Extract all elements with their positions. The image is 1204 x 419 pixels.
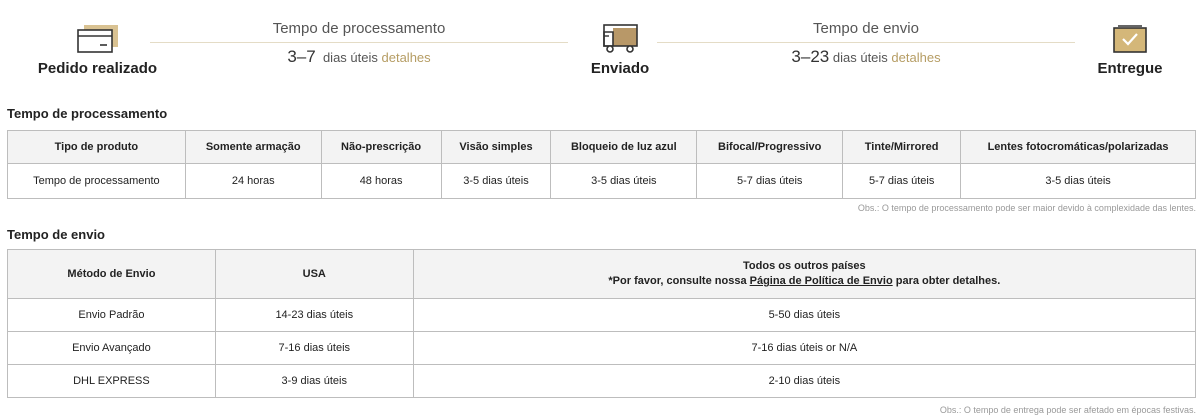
table-cell: 14-23 dias úteis <box>215 299 413 332</box>
stage-divider <box>150 42 568 43</box>
processing-time-table <box>7 130 1196 199</box>
table-row <box>8 299 1196 332</box>
table-cell: 5-7 dias úteis <box>843 164 961 199</box>
step-order-placed <box>30 14 165 77</box>
table-cell: 3-9 dias úteis <box>215 365 413 398</box>
stage-range: 3–23 <box>791 47 830 66</box>
table-cell: 24 horas <box>185 164 321 199</box>
processing-time-stage <box>150 20 568 67</box>
processing-details-link[interactable]: detalhes <box>381 50 431 65</box>
table-cell: 48 horas <box>321 164 441 199</box>
table-row <box>8 365 1196 398</box>
table-cell: 3-5 dias úteis <box>551 164 697 199</box>
shipping-time-stage <box>657 20 1075 67</box>
header-bifocal: Bifocal/Progressivo <box>697 131 843 164</box>
stage-value <box>150 47 568 67</box>
step-shipped <box>580 14 660 77</box>
table-row <box>8 332 1196 365</box>
shipping-policy-link[interactable]: Página de Política de Envio <box>749 275 893 287</box>
stage-divider <box>657 42 1075 43</box>
delivered-box-icon <box>1085 14 1175 54</box>
shipping-section-title: Tempo de envio <box>7 227 105 242</box>
table-header-row <box>8 250 1196 299</box>
shipping-details-link[interactable]: detalhes <box>891 50 941 65</box>
header-photochromic: Lentes fotocromáticas/polarizadas <box>961 131 1196 164</box>
table-header-row <box>8 131 1196 164</box>
header-usa: USA <box>215 250 413 299</box>
step-delivered <box>1085 14 1175 77</box>
table-cell: 5-50 dias úteis <box>413 299 1195 332</box>
header-tint: Tinte/Mirrored <box>843 131 961 164</box>
step-label: Pedido realizado <box>37 60 158 77</box>
order-timeline <box>0 0 1204 90</box>
shipping-time-table <box>7 249 1196 398</box>
stage-range: 3–7 <box>287 47 316 66</box>
step-label: Enviado <box>590 60 650 77</box>
step-label: Entregue <box>1097 60 1163 77</box>
header-frame-only: Somente armação <box>185 131 321 164</box>
stage-unit: dias úteis <box>832 50 888 65</box>
header-shipping-method: Método de Envio <box>8 250 216 299</box>
processing-note: Obs.: O tempo de processamento pode ser maior devido à complexidade das lentes. <box>857 203 1196 213</box>
table-cell: 7-16 dias úteis or N/A <box>413 332 1195 365</box>
table-cell: Envio Avançado <box>8 332 216 365</box>
table-cell: DHL EXPRESS <box>8 365 216 398</box>
header-other-countries-note: *Por favor, consulte nossa Página de Política de Envio para obter detalhes. <box>608 275 1001 287</box>
stage-title: Tempo de envio <box>813 20 919 37</box>
stage-value <box>657 47 1075 67</box>
credit-card-icon <box>30 14 165 54</box>
header-non-prescription: Não-prescrição <box>321 131 441 164</box>
table-cell: 3-5 dias úteis <box>441 164 551 199</box>
header-other-countries-title: Todos os outros países <box>743 260 866 272</box>
header-blue-light: Bloqueio de luz azul <box>551 131 697 164</box>
table-cell: 7-16 dias úteis <box>215 332 413 365</box>
table-cell: 3-5 dias úteis <box>961 164 1196 199</box>
header-product-type: Tipo de produto <box>8 131 186 164</box>
header-other-countries <box>413 250 1195 299</box>
stage-title: Tempo de processamento <box>272 20 446 37</box>
table-cell: Envio Padrão <box>8 299 216 332</box>
stage-unit: dias úteis <box>322 50 378 65</box>
processing-section-title: Tempo de processamento <box>7 106 168 121</box>
table-cell: Tempo de processamento <box>8 164 186 199</box>
table-cell: 2-10 dias úteis <box>413 365 1195 398</box>
delivery-truck-icon <box>580 14 660 54</box>
table-row <box>8 164 1196 199</box>
table-cell: 5-7 dias úteis <box>697 164 843 199</box>
shipping-note: Obs.: O tempo de entrega pode ser afetado em épocas festivas. <box>939 405 1196 415</box>
header-single-vision: Visão simples <box>441 131 551 164</box>
